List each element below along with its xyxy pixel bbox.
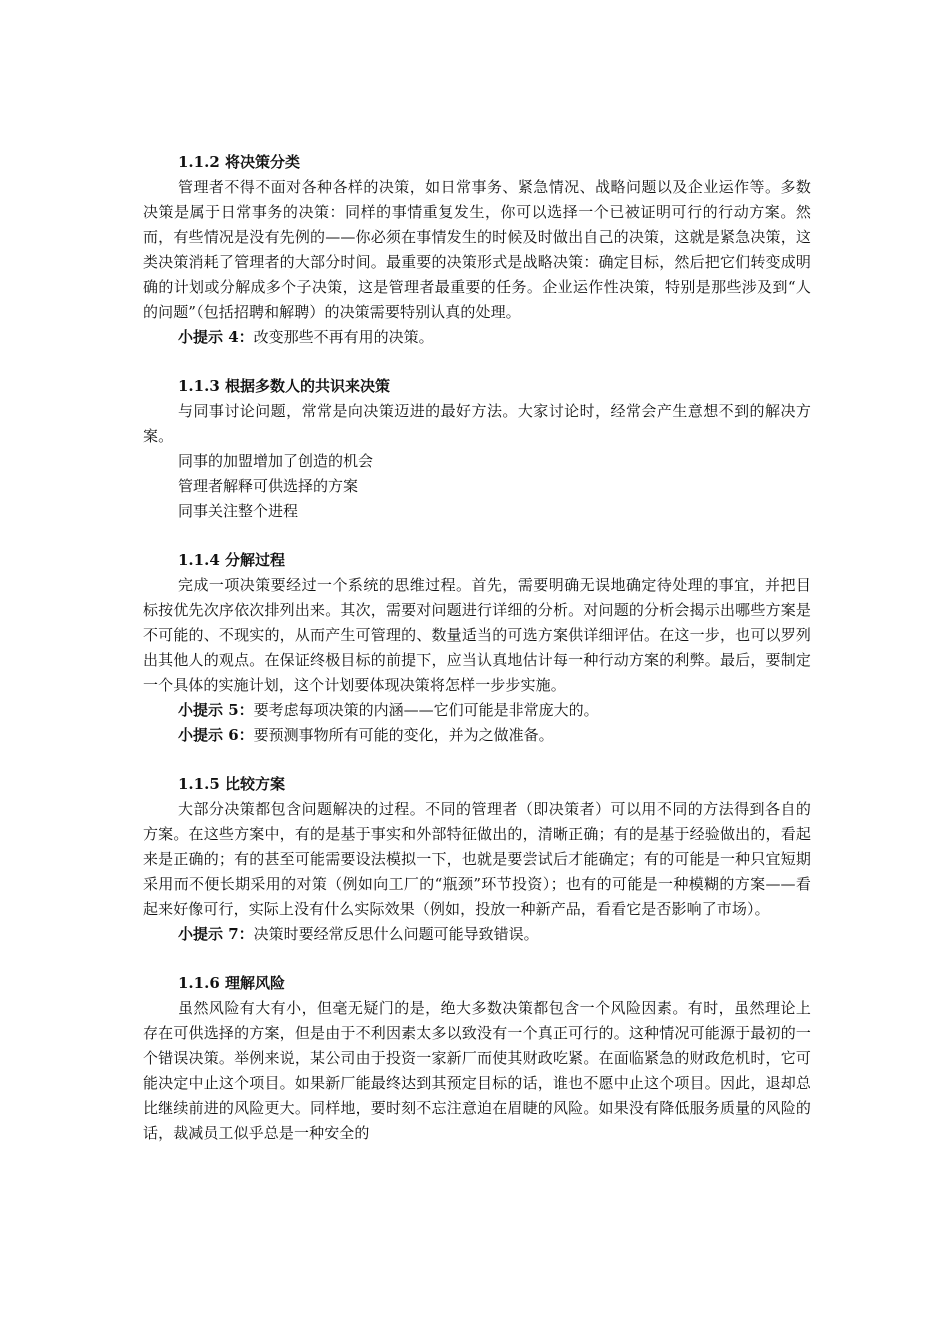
section-1-1-4 xyxy=(143,548,811,748)
body-paragraph: 大部分决策都包含问题解决的过程。不同的管理者（即决策者）可以用不同的方法得到各自的方案。在这些方案中，有的是基于事实和外部特征做出的，清晰正确；有的是基于经验做出的，看起来是正确的；有的甚至可能需要设法模拟一下，也就是要尝试后才能确定；有的可能是一种只宜短期采用而不便长期采用的对策（例如向工厂的“瓶颈”环节投资）；也有的可能是一种模糊的方案——看起来好像可行，实际上没有什么实际效果（例如，投放一种新产品，看看它是否影响了市场）。 xyxy=(143,800,811,918)
tip-text: 要考虑每项决策的内涵——它们可能是非常庞大的。 xyxy=(253,701,599,719)
section-1-1-6 xyxy=(143,971,811,1146)
section-1-1-2 xyxy=(143,150,811,350)
list-item: 管理者解释可供选择的方案 xyxy=(178,477,359,495)
section-heading: 1.1.5 比较方案 xyxy=(178,775,285,793)
section-1-1-3 xyxy=(143,374,811,524)
section-heading: 1.1.6 理解风险 xyxy=(178,974,285,992)
body-paragraph: 虽然风险有大有小，但毫无疑门的是，绝大多数决策都包含一个风险因素。有时，虽然理论上存在可供选择的方案，但是由于不利因素太多以致没有一个真正可行的。这种情况可能源于最初的一个错误决策。举例来说，某公司由于投资一家新厂而使其财政吃紧。在面临紧急的财政危机时，它可能决定中止这个项目。如果新厂能最终达到其预定目标的话，谁也不愿中止这个项目。因此，退却总比继续前进的风险更大。同样地，要时刻不忘注意迫在眉睫的风险。如果没有降低服务质量的风险的话，裁减员工似乎总是一种安全的 xyxy=(143,999,811,1142)
document-page xyxy=(143,150,811,1170)
list-item: 同事的加盟增加了创造的机会 xyxy=(178,452,374,470)
body-paragraph: 管理者不得不面对各种各样的决策，如日常事务、紧急情况、战略问题以及企业运作等。多数决策是属于日常事务的决策：同样的事情重复发生，你可以选择一个已被证明可行的行动方案。然而，有些情况是没有先例的——你必须在事情发生的时候及时做出自己的决策，这就是紧急决策，这类决策消耗了管理者的大部分时间。最重要的决策形式是战略决策：确定目标，然后把它们转变成明确的计划或分解成多个子决策，这是管理者最重要的任务。企业运作性决策，特别是那些涉及到“人的问题”（包括招聘和解聘）的决策需要特别认真的处理。 xyxy=(143,178,811,321)
body-paragraph: 完成一项决策要经过一个系统的思维过程。首先，需要明确无误地确定待处理的事宜，并把目标按优先次序依次排列出来。其次，需要对问题进行详细的分析。对问题的分析会揭示出哪些方案是不可能的、不现实的，从而产生可管理的、数量适当的可选方案供详细评估。在这一步，也可以罗列出其他人的观点。在保证终极目标的前提下，应当认真地估计每一种行动方案的利弊。最后，要制定一个具体的实施计划，这个计划要体现决策将怎样一步步实施。 xyxy=(143,576,811,694)
list-item: 同事关注整个进程 xyxy=(178,502,299,520)
tip-text: 决策时要经常反思什么问题可能导致错误。 xyxy=(253,925,539,943)
tip-line xyxy=(143,723,811,748)
tip-text: 要预测事物所有可能的变化，并为之做准备。 xyxy=(253,726,554,744)
tip-label: 小提示 4： xyxy=(178,328,254,346)
section-heading: 1.1.2 将决策分类 xyxy=(178,153,300,171)
section-1-1-5 xyxy=(143,772,811,947)
section-heading: 1.1.3 根据多数人的共识来决策 xyxy=(178,377,390,395)
tip-text: 改变那些不再有用的决策。 xyxy=(253,328,434,346)
tip-line xyxy=(143,922,811,947)
tip-label: 小提示 7： xyxy=(178,925,254,943)
tip-label: 小提示 6： xyxy=(178,726,254,744)
body-paragraph: 与同事讨论问题，常常是向决策迈进的最好方法。大家讨论时，经常会产生意想不到的解决方案。 xyxy=(143,402,811,445)
section-heading: 1.1.4 分解过程 xyxy=(178,551,285,569)
tip-line xyxy=(143,325,811,350)
tip-label: 小提示 5： xyxy=(178,701,254,719)
tip-line xyxy=(143,698,811,723)
